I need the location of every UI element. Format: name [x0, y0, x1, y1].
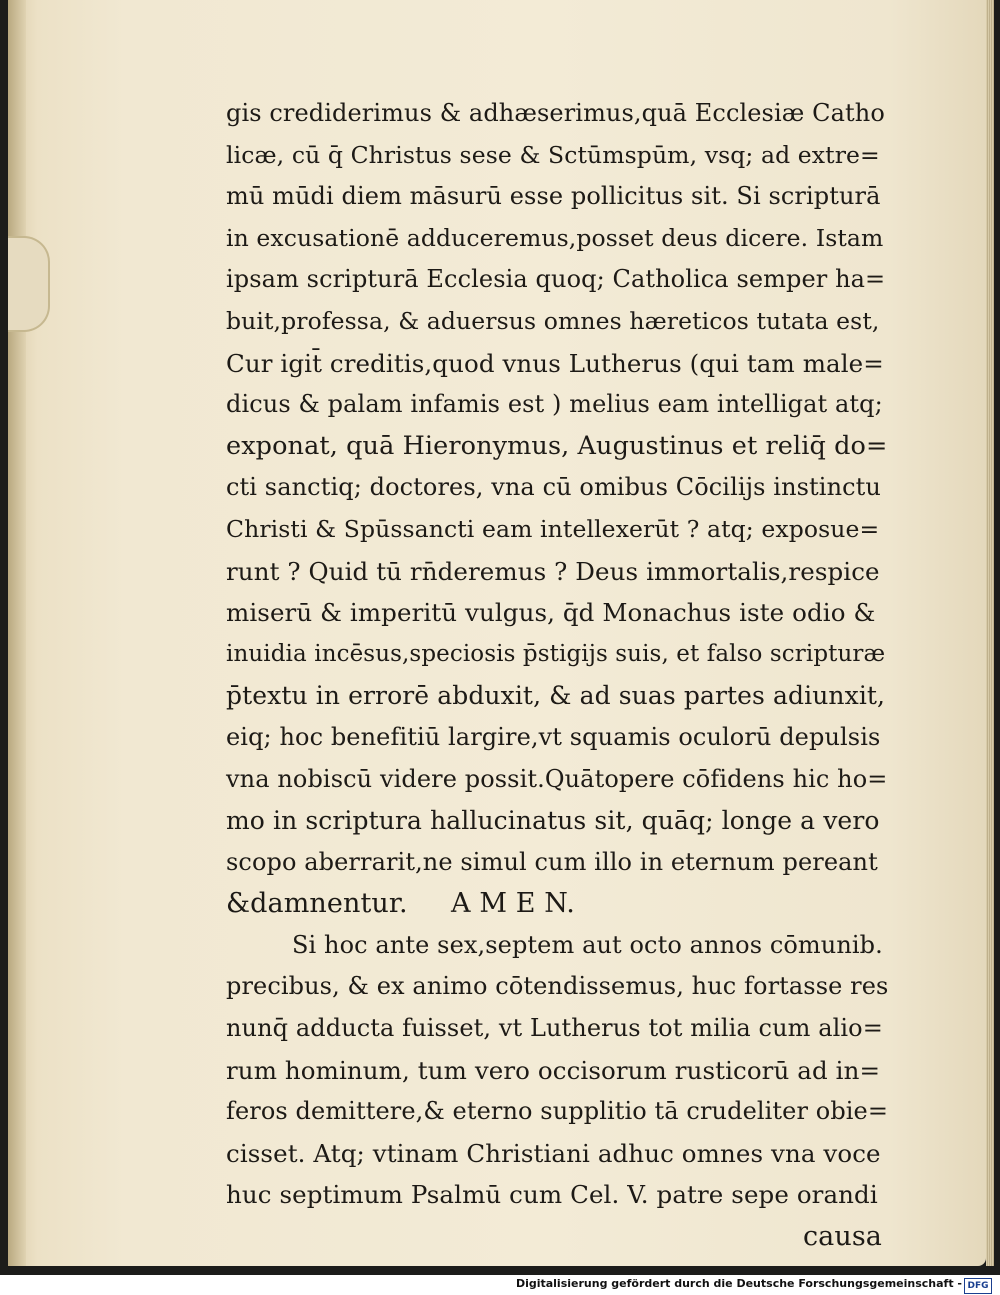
- latin-text-block: [226, 93, 888, 1258]
- text-line: in excusationē adduceremus,posset deus dicere. Istam: [226, 223, 884, 252]
- footer-bar: [0, 1275, 1000, 1295]
- text-line: p̄textu in errorē abduxit, & ad suas partes adiunxit,: [226, 681, 886, 711]
- text-line: Si hoc ante sex,septem aut octo annos cōmunib.: [292, 930, 883, 959]
- text-line: precibus, & ex animo cōtendissemus, huc fortasse res: [226, 972, 889, 1001]
- text-line: rum hominum, tum vero occisorum rusticorū ad in=: [226, 1055, 881, 1085]
- book-page: [8, 0, 986, 1266]
- text-line: huc septimum Psalmū cum Cel. V. patre sepe orandi: [226, 1180, 878, 1210]
- text-line: Cur igit̄ creditis,quod vnus Lutherus (qui tam male=: [226, 348, 884, 378]
- text-line: miserū & imperitū vulgus, q̄d Monachus iste odio &: [226, 598, 876, 628]
- text-line: cti sanctiq; doctores, vna cū omibus Cōcilijs instinctu: [226, 473, 881, 502]
- text-line: gis crediderimus & adhæserimus,quā Ecclesiæ Catho: [226, 99, 885, 127]
- funding-notice: Digitalisierung gefördert durch die Deutsche Forschungsgemeinschaft -: [515, 1277, 962, 1290]
- text-line: eiq; hoc benefitiū largire,vt squamis oculorū depulsis: [226, 722, 881, 751]
- catchword: causa: [802, 1221, 882, 1253]
- page-tab-clip: [8, 236, 50, 332]
- text-line: exponat, quā Hieronymus, Augustinus et reliq̄ do=: [226, 430, 888, 461]
- page-binding: [8, 0, 26, 1266]
- text-line: runt ? Quid tū rn̄deremus ? Deus immortalis,respice: [226, 556, 880, 586]
- page-edge: [986, 0, 994, 1266]
- text-line: buit,professa, & aduersus omnes hæreticos tutata est,: [226, 306, 880, 335]
- text-line: Christi & Spūssancti eam intellexerūt ? atq; exposue=: [226, 514, 880, 543]
- text-line: inuidia incēsus,speciosis p̄stigijs suis, et falso scripturæ: [226, 640, 886, 667]
- text-line: mo in scriptura hallucinatus sit, quāq; longe a vero: [226, 806, 880, 836]
- text-line: ipsam scripturā Ecclesia quoq; Catholica semper ha=: [226, 265, 886, 294]
- text-line: feros demittere,& eterno supplitio tā crudeliter obie=: [226, 1097, 889, 1126]
- text-line: dicus & palam infamis est ) melius eam intelligat atq;: [226, 390, 883, 419]
- text-line: nunq̄ adducta fuisset, vt Lutherus tot milia cum alio=: [226, 1014, 883, 1043]
- text-line: vna nobiscū videre possit.Quātopere cōfidens hic ho=: [226, 764, 888, 793]
- text-line: cisset. Atq; vtinam Christiani adhuc omnes vna voce: [226, 1138, 881, 1168]
- text-line: licæ, cū q̄ Christus sese & Sctūmspūm, vsq; ad extre=: [226, 140, 880, 169]
- dfg-logo: DFG: [964, 1278, 992, 1294]
- text-line: mū mūdi diem māsurū esse pollicitus sit. Si scripturā: [226, 182, 881, 211]
- text-line: &damnentur. A M E N.: [226, 888, 575, 920]
- text-line: scopo aberrarit,ne simul cum illo in eternum pereant: [226, 847, 878, 876]
